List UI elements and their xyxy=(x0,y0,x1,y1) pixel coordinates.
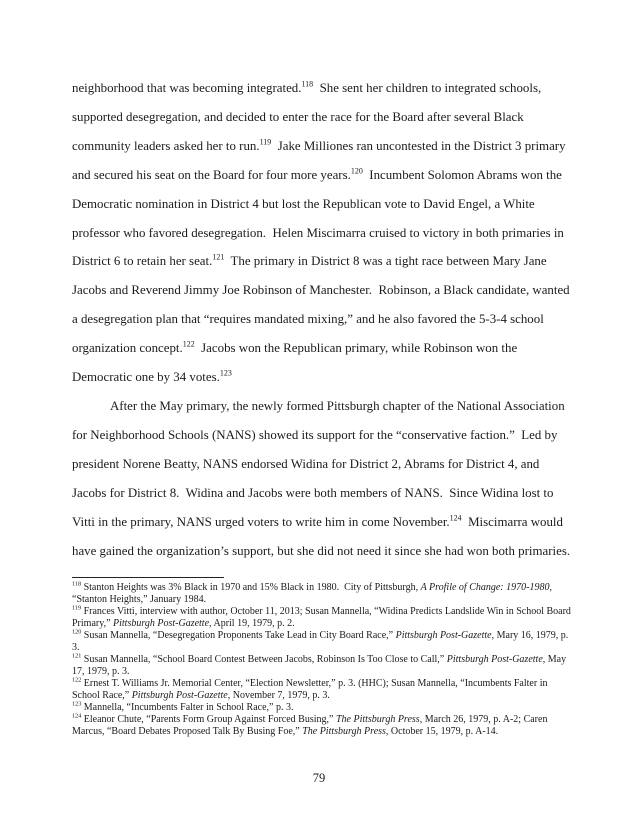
text-run: Ernest T. Williams Jr. Memorial Center, “Election Newsletter,” p. 3. (HHC); Susan Mannella, “Incumbents Falter in School Race,” xyxy=(72,678,550,701)
text-run: president Norene Beatty, NANS endorsed Widina for District 2, Abrams for District 4, and xyxy=(72,456,540,471)
footnote-number: 121 xyxy=(72,652,82,660)
text-run: Jacobs won the Republican primary, while Robinson won the xyxy=(194,341,518,356)
text-run: , May 17, 1979, p. 3. xyxy=(72,654,569,677)
text-run: The primary in District 8 was a tight race between Mary Jane xyxy=(224,254,547,269)
footnote-ref: 123 xyxy=(219,368,232,378)
text-run: Susan Mannella, “Desegregation Proponents Take Lead in City Board Race,” xyxy=(81,630,396,641)
text-run: Pittsburgh Post-Gazette xyxy=(113,618,210,629)
text-run: supported desegregation, and decided to enter the race for the Board after several Black xyxy=(72,109,524,124)
footnote-number: 120 xyxy=(72,628,82,636)
footnote-number: 122 xyxy=(72,676,82,684)
footnote-separator xyxy=(72,577,224,578)
body-line xyxy=(72,450,572,479)
text-run: , “Stanton Heights,” January 1984. xyxy=(72,582,555,605)
body-line xyxy=(72,132,572,161)
body-line xyxy=(72,276,572,305)
text-run: She sent her children to integrated schools, xyxy=(313,81,542,95)
text-run: Susan Mannella, “School Board Contest Between Jacobs, Robinson Is Too Close to Call,” xyxy=(81,654,447,665)
text-run: District 6 to retain her seat. xyxy=(72,254,213,269)
body-line xyxy=(72,421,572,450)
text-run: , November 7, 1979, p. 3. xyxy=(227,690,330,701)
body-line xyxy=(72,161,572,190)
text-run: neighborhood that was becoming integrated. xyxy=(72,81,302,95)
footnote-ref: 120 xyxy=(350,166,363,176)
text-run: Jake Milliones ran uncontested in the District 3 primary xyxy=(271,138,566,153)
text-run: Miscimarra would xyxy=(461,514,563,529)
text-run: Stanton Heights was 3% Black in 1970 and 15% Black in 1980. City of Pittsburgh, xyxy=(81,582,421,593)
body-line xyxy=(72,508,572,537)
body-line xyxy=(72,363,572,392)
body-line xyxy=(72,74,572,103)
text-run: The Pittsburgh Press xyxy=(302,726,386,737)
footnote-item xyxy=(72,654,572,678)
body-line xyxy=(72,190,572,219)
text-run: The Pittsburgh Press xyxy=(335,714,420,725)
text-run: have gained the organization’s support, but she did not need it since she had won both primaries. xyxy=(72,543,571,558)
footnote-item xyxy=(72,702,572,714)
body-line xyxy=(72,247,572,276)
footnote-ref: 118 xyxy=(301,79,314,89)
text-run: Mannella, “Incumbents Falter in School Race,” p. 3. xyxy=(81,702,294,713)
footnotes-section xyxy=(72,577,572,738)
body-line xyxy=(72,219,572,248)
text-run: professor who favored desegregation. Helen Miscimarra cruised to victory in both primaries in xyxy=(72,225,564,240)
text-run: Jacobs for District 8. Widina and Jacobs were both members of NANS. Since Widina lost to xyxy=(72,485,554,500)
text-run: for Neighborhood Schools (NANS) showed its support for the “conservative faction.” Led by xyxy=(72,427,558,442)
footnote-ref: 124 xyxy=(449,513,462,523)
text-run: Eleanor Chute, “Parents Form Group Against Forced Busing,” xyxy=(81,714,336,725)
body-line xyxy=(72,103,572,132)
footnote-ref: 119 xyxy=(259,137,272,147)
text-run: , April 19, 1979, p. 2. xyxy=(209,618,295,629)
text-run: , March 26, 1979, p. A-2; Caren Marcus, “Board Debates Proposed Talk By Busing Foe,” xyxy=(72,714,550,737)
text-run: Jacobs and Reverend Jimmy Joe Robinson of Manchester. Robinson, a Black candidate, wanted xyxy=(72,283,570,298)
body-line xyxy=(72,537,572,566)
footnote-item xyxy=(72,678,572,702)
footnote-item xyxy=(72,630,572,654)
footnote-ref: 122 xyxy=(182,339,195,349)
text-run: Incumbent Solomon Abrams won the xyxy=(362,167,562,182)
text-run: and secured his seat on the Board for four more years. xyxy=(72,167,351,182)
footnote-item xyxy=(72,606,572,630)
footnote-list xyxy=(72,582,572,738)
text-run: Vitti in the primary, NANS urged voters to write him in come November. xyxy=(72,514,450,529)
text-run: After the May primary, the newly formed Pittsburgh chapter of the National Association xyxy=(110,398,565,413)
text-run: Pittsburgh Post-Gazette xyxy=(395,630,492,641)
text-run: a desegregation plan that “requires mandated mixing,” and he also favored the 5-3-4 school xyxy=(72,312,544,327)
body-line xyxy=(72,392,572,421)
footnote-number: 118 xyxy=(72,580,82,588)
page-number: 79 xyxy=(312,771,326,785)
text-run: Pittsburgh Post-Gazette xyxy=(131,690,228,701)
text-run: Frances Vitti, interview with author, October 11, 2013; Susan Mannella, “Widina Predicts Landslide Win in School Board Primary,” xyxy=(72,606,574,629)
text-run: community leaders asked her to run. xyxy=(72,138,260,153)
footnote-item xyxy=(72,714,572,738)
footnote-ref: 121 xyxy=(212,253,225,263)
text-run: Democratic nomination in District 4 but lost the Republican vote to David Engel, a White xyxy=(72,196,535,211)
text-run: Democratic one by 34 votes. xyxy=(72,370,220,385)
body-text xyxy=(72,74,572,565)
body-line xyxy=(72,479,572,508)
text-run: A Profile of Change: 1970-1980 xyxy=(420,582,550,593)
footnote-number: 123 xyxy=(72,700,82,708)
text-run: organization concept. xyxy=(72,341,183,356)
text-run: Pittsburgh Post-Gazette xyxy=(446,654,543,665)
body-line xyxy=(72,334,572,363)
text-run: , October 15, 1979, p. A-14. xyxy=(385,726,499,737)
footnote-item xyxy=(72,582,572,606)
footnote-number: 119 xyxy=(72,604,82,612)
body-line xyxy=(72,305,572,334)
footnote-number: 124 xyxy=(72,712,82,720)
text-run: , Mary 16, 1979, p. 3. xyxy=(72,630,571,653)
